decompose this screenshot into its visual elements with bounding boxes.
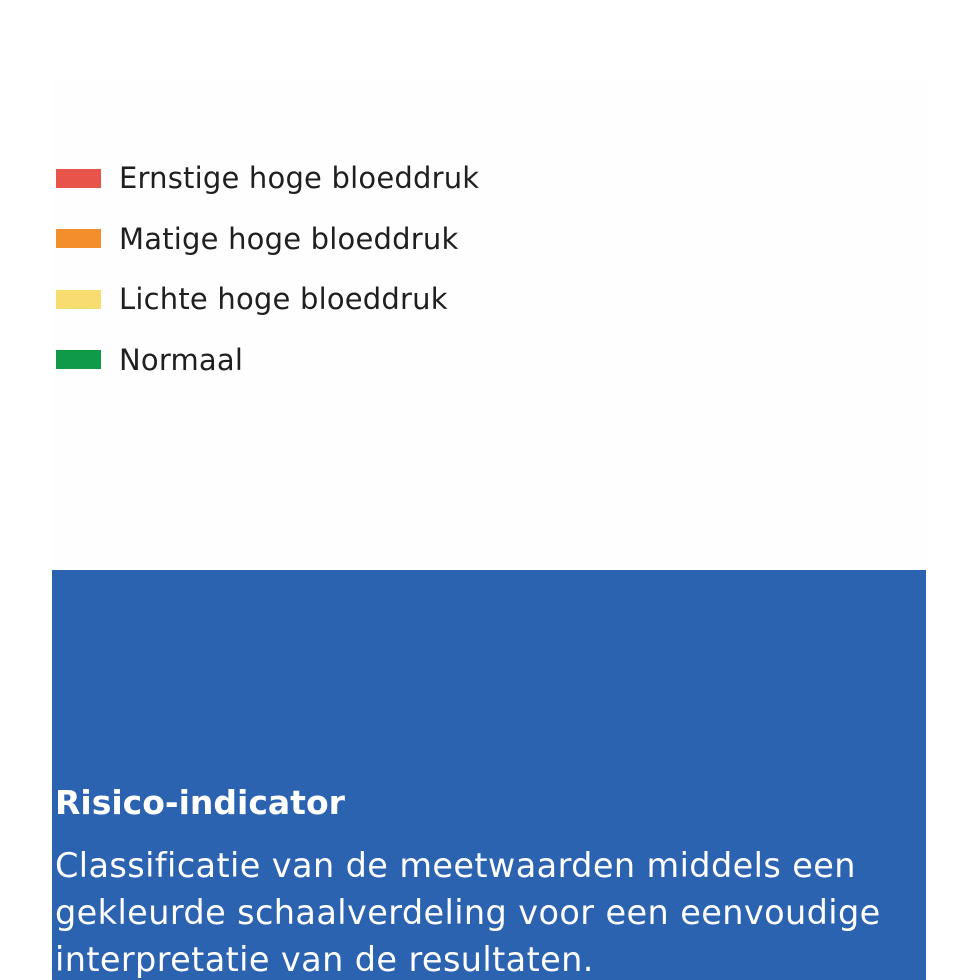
legend-label: Lichte hoge bloeddruk: [119, 282, 448, 317]
legend-item-mild: [56, 269, 479, 330]
legend-label: Matige hoge bloeddruk: [119, 221, 459, 256]
normal-color-swatch: [56, 350, 101, 369]
risk-legend: [56, 148, 479, 390]
legend-label: Ernstige hoge bloeddruk: [119, 161, 480, 196]
legend-item-normal: [56, 330, 479, 391]
mild-color-swatch: [56, 290, 101, 309]
legend-item-moderate: [56, 209, 479, 270]
card-description: Classificatie van de meetwaarden middels een gekleurde schaalverdeling voor een eenvoudige interpretatie van de resultaten.: [55, 846, 881, 979]
severe-color-swatch: [56, 169, 101, 188]
card-title: Risico-indicator: [55, 783, 345, 822]
legend-item-severe: [56, 148, 479, 209]
moderate-color-swatch: [56, 229, 101, 248]
legend-label: Normaal: [119, 342, 244, 377]
risk-indicator-card: [52, 570, 926, 980]
